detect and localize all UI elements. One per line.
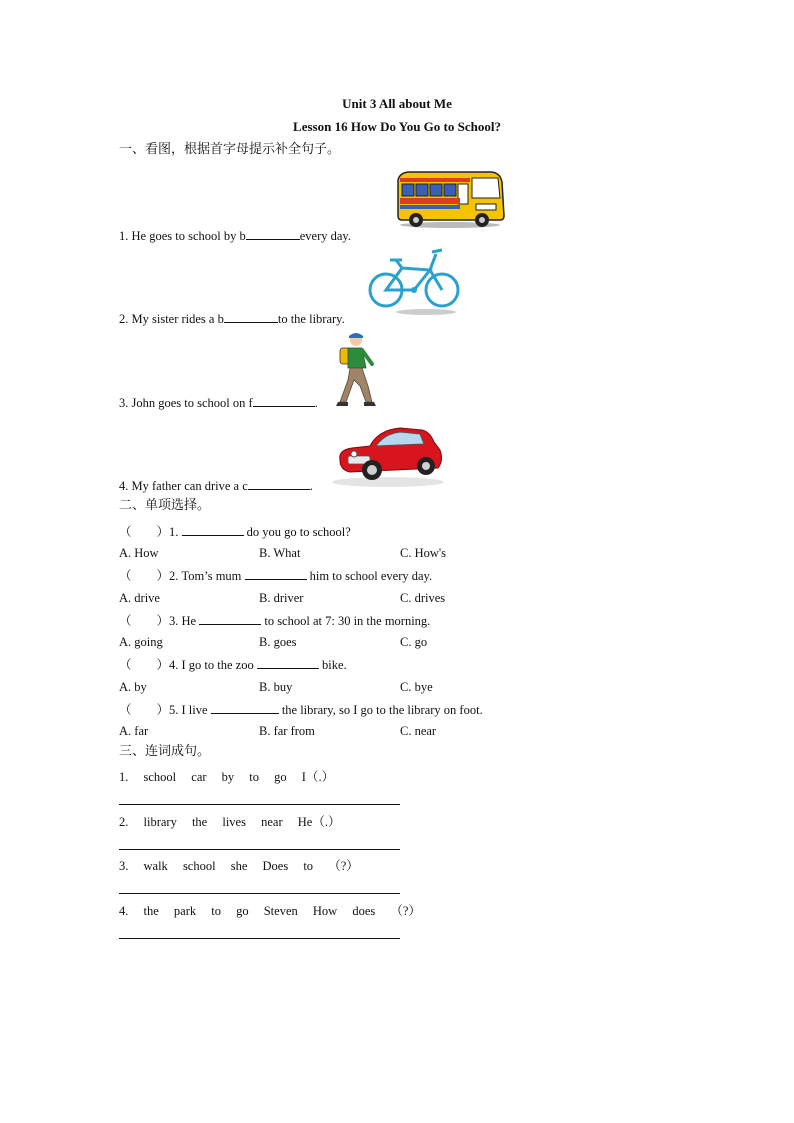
answer-bracket[interactable]: （ ） (119, 614, 170, 628)
scramble-item-1 (119, 769, 334, 785)
word: car (191, 770, 207, 784)
item-text: 1. He goes to school by b (119, 229, 246, 243)
word: the (143, 904, 159, 918)
question-text: He (181, 614, 197, 628)
question-blank (211, 701, 279, 714)
part1-item-3 (119, 394, 318, 411)
word: He (297, 815, 313, 829)
item-text: to the library. (277, 312, 345, 326)
answer-blank[interactable] (253, 394, 315, 407)
word: Steven (263, 904, 298, 918)
question-blank (182, 523, 244, 536)
part3-heading: 三、连词成句。 (119, 744, 211, 759)
item-text: . (309, 479, 313, 493)
mc-options-4 (119, 679, 599, 695)
option-a[interactable]: A. How (119, 546, 159, 560)
option-c[interactable]: C. near (400, 724, 437, 738)
item-text: 3. John goes to school on f (119, 396, 253, 410)
part1-item-4 (119, 477, 313, 494)
word: by (221, 770, 235, 784)
option-b[interactable]: B. buy (259, 680, 293, 694)
question-text: him to school every day. (309, 569, 433, 583)
part1-item-2 (119, 310, 345, 327)
item-text: every day. (299, 229, 351, 243)
option-b[interactable]: B. What (259, 546, 301, 560)
word: does (352, 904, 376, 918)
mc-options-1 (119, 545, 599, 561)
word: to (249, 770, 260, 784)
part2-heading: 二、单项选择。 (119, 498, 211, 513)
word: the (191, 815, 208, 829)
answer-line[interactable] (119, 893, 400, 894)
word: Does (262, 859, 289, 873)
word: I (301, 770, 306, 784)
item-number: 4. (119, 904, 129, 918)
word: go (236, 904, 249, 918)
mc-question-2 (119, 567, 432, 584)
scramble-item-3 (119, 858, 359, 874)
mc-question-1 (119, 523, 351, 540)
question-text: to school at 7: 30 in the morning. (264, 614, 431, 628)
answer-bracket[interactable]: （ ） (119, 658, 170, 672)
question-number: 4. (169, 658, 179, 672)
lesson-title: Lesson 16 How Do You Go to School? (293, 119, 501, 134)
answer-line[interactable] (119, 804, 400, 805)
option-a[interactable]: A. going (119, 635, 163, 649)
question-blank (199, 612, 261, 625)
question-number: 5. (169, 703, 179, 717)
option-b[interactable]: B. far from (259, 724, 315, 738)
question-text: I go to the zoo (181, 658, 254, 672)
word: lives (222, 815, 246, 829)
punctuation-hint: （.） (312, 815, 341, 829)
unit-title: Unit 3 All about Me (342, 96, 452, 111)
part1-item-1 (119, 227, 351, 244)
punctuation-hint: （?） (328, 859, 359, 873)
mc-options-5 (119, 723, 599, 739)
word: park (173, 904, 197, 918)
question-blank (257, 656, 319, 669)
question-text: I live (181, 703, 208, 717)
punctuation-hint: （.） (305, 770, 335, 784)
scramble-item-4 (119, 903, 421, 919)
item-number: 3. (119, 859, 129, 873)
item-text: 2. My sister rides a b (119, 312, 224, 326)
mc-question-4 (119, 656, 347, 673)
question-blank (245, 567, 307, 580)
bus-image (394, 168, 506, 230)
answer-line[interactable] (119, 938, 400, 939)
option-a[interactable]: A. drive (119, 591, 160, 605)
question-number: 3. (169, 614, 179, 628)
answer-bracket[interactable]: （ ） (119, 703, 170, 717)
item-number: 2. (119, 815, 129, 829)
word: near (261, 815, 283, 829)
word: library (143, 815, 177, 829)
question-number: 1. (169, 525, 179, 539)
question-number: 2. (169, 569, 179, 583)
question-text: the library, so I go to the library on foot. (281, 703, 483, 717)
mc-question-3 (119, 612, 430, 629)
word: she (230, 859, 248, 873)
option-c[interactable]: C. bye (400, 680, 433, 694)
option-a[interactable]: A. far (119, 724, 149, 738)
walking-boy-image (334, 330, 378, 408)
item-text: . (314, 396, 318, 410)
option-c[interactable]: C. How's (400, 546, 447, 560)
answer-bracket[interactable]: （ ） (119, 525, 170, 539)
bicycle-image (366, 246, 464, 316)
answer-blank[interactable] (246, 227, 300, 240)
answer-line[interactable] (119, 849, 400, 850)
item-number: 1. (119, 770, 129, 784)
option-b[interactable]: B. goes (259, 635, 297, 649)
word: to (303, 859, 314, 873)
word: How (312, 904, 338, 918)
option-a[interactable]: A. by (119, 680, 147, 694)
word: walk (143, 859, 168, 873)
mc-options-3 (119, 634, 599, 650)
red-car-image (330, 420, 446, 488)
option-b[interactable]: B. driver (259, 591, 304, 605)
answer-blank[interactable] (248, 477, 310, 490)
option-c[interactable]: C. go (400, 635, 428, 649)
item-text: 4. My father can drive a c (119, 479, 248, 493)
question-text: do you go to school? (246, 525, 351, 539)
word: go (274, 770, 287, 784)
word: school (143, 770, 177, 784)
punctuation-hint: （?） (390, 904, 421, 918)
scramble-item-2 (119, 814, 340, 830)
answer-blank[interactable] (224, 310, 278, 323)
word: school (182, 859, 216, 873)
question-text: Tom’s mum (181, 569, 242, 583)
mc-question-5 (119, 701, 483, 718)
word: to (211, 904, 221, 918)
answer-bracket[interactable]: （ ） (119, 569, 170, 583)
part1-heading: 一、看图，根据首字母提示补全句子。 (119, 142, 341, 157)
mc-options-2 (119, 590, 599, 606)
option-c[interactable]: C. drives (400, 591, 446, 605)
question-text: bike. (321, 658, 347, 672)
